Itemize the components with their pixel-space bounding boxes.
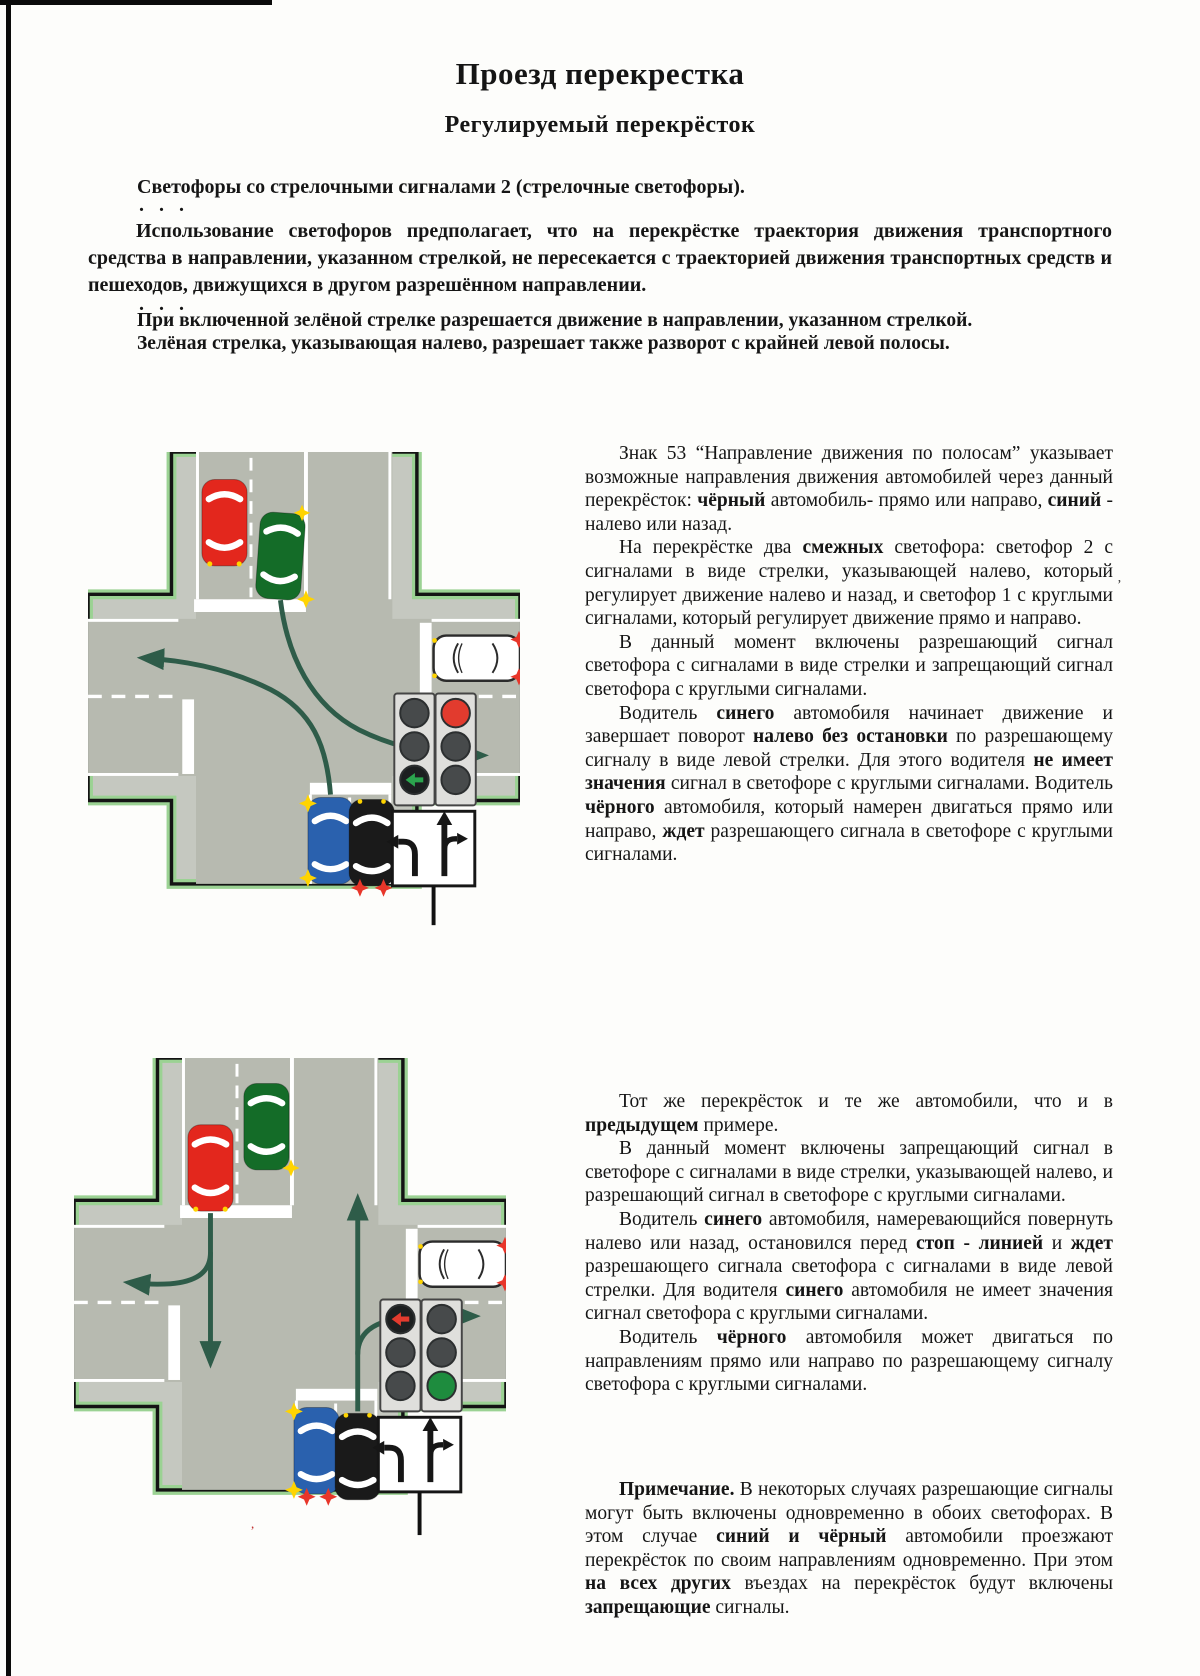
ellipsis: . . . bbox=[139, 293, 189, 315]
sign-pole bbox=[432, 886, 436, 925]
black-car-front-light bbox=[344, 1413, 349, 1418]
paragraph: Знак 53 “Направление движения по полосам” указывает возможные направления движения автомобилей через данный перекрёсток: чёрный автомобиль- прямо или направо, синий - налево или назад. bbox=[585, 443, 1114, 535]
page-title: Проезд перекрестка bbox=[455, 56, 745, 91]
section2-text-column bbox=[585, 1090, 1113, 1397]
red-car-front-light bbox=[237, 561, 242, 566]
scan-left-border bbox=[6, 0, 11, 1676]
red-car-front-light bbox=[207, 561, 212, 566]
intro-heading: Светофоры со стрелочными сигналами 2 (стрелочные светофоры). bbox=[137, 176, 745, 198]
scan-top-border bbox=[0, 0, 272, 5]
arrow-signal-section bbox=[386, 1305, 414, 1400]
intro-paragraph-1: Использование светофоров предполагает, что на перекрёстке траектория движения транспортного средства в направлении, указанном стрелкой, не пересекается с траекторией движения транспортных средств и пешеходов, движущихся в другом разрешённом направлении. bbox=[88, 220, 1112, 296]
intro-paragraph-2-line-1: При включенной зелёной стрелке разрешается движение в направлении, указанном стрелкой. bbox=[137, 310, 973, 331]
black-car-front-light bbox=[358, 799, 363, 804]
paragraph: В данный момент включены запрещающий сигнал в светофоре с сигналами в виде стрелки, указывающей налево, и разрешающий сигнал в светофоре с круглыми сигналами. bbox=[585, 1138, 1113, 1207]
green-car bbox=[244, 1084, 289, 1170]
blue-car bbox=[308, 798, 353, 884]
red-lamp-on bbox=[441, 699, 469, 727]
white-car-front-light bbox=[418, 1279, 423, 1284]
intersection-scene-2 bbox=[74, 1058, 506, 1539]
red-car bbox=[188, 1125, 233, 1211]
note-block bbox=[585, 1478, 1113, 1620]
red-car-front-light bbox=[223, 1207, 228, 1212]
lane-direction-sign bbox=[386, 811, 474, 925]
round-signal-section bbox=[427, 1305, 455, 1400]
arrow-signal-section bbox=[400, 699, 428, 794]
scan-artifact: ’ bbox=[1117, 578, 1122, 593]
black-car-front-light bbox=[367, 1413, 372, 1418]
section1-text-column bbox=[585, 442, 1113, 867]
ellipsis: . . . bbox=[139, 194, 189, 216]
blue-car bbox=[294, 1407, 339, 1493]
lane-direction-sign bbox=[372, 1417, 460, 1535]
diagram-1-regulated-intersection bbox=[88, 452, 520, 933]
intersection-scene-1 bbox=[88, 452, 520, 933]
sign-pole bbox=[418, 1492, 422, 1535]
traffic-light bbox=[394, 693, 475, 805]
white-car-front-light bbox=[432, 673, 437, 678]
black-car bbox=[349, 799, 394, 885]
page-subtitle: Регулируемый перекрёсток bbox=[444, 112, 756, 138]
paragraph: Водитель чёрного автомобиля может двигаться по направлениям прямо или направо по разрешающему сигналу светофора с круглыми сигналами. bbox=[585, 1326, 1113, 1396]
white-car bbox=[434, 636, 520, 681]
white-car-front-light bbox=[418, 1244, 423, 1249]
red-car-front-light bbox=[193, 1207, 198, 1212]
black-car-front-light bbox=[381, 799, 386, 804]
paragraph: Водитель синего автомобиля начинает движение и завершает поворот налево без остановки по разрешающему сигналу в виде левой стрелки. Для этого водителя не имеет значения сигнал в светофоре с круглыми сигналами. Водитель чёрного автомобиля, который намерен двигаться прямо или направо, ждет разрешающего сигнала в светофоре с круглыми сигналами. bbox=[585, 702, 1113, 866]
paragraph: Водитель синего автомобиля, намеревающийся повернуть налево или назад, остановился перед стоп - линией и ждет разрешающего сигнала светофора с сигналами в виде левой стрелки. Для водителя синего автомобиля не имеет значения сигнал светофора с круглыми сигналами. bbox=[585, 1208, 1113, 1325]
scan-artifact: , bbox=[251, 1516, 255, 1531]
green-lamp-on bbox=[427, 1372, 455, 1400]
diagram-2-regulated-intersection bbox=[74, 1058, 506, 1539]
paragraph: Тот же перекрёсток и те же автомобили, что и в предыдущем примере. bbox=[585, 1091, 1113, 1136]
green-car bbox=[255, 511, 306, 600]
white-car bbox=[420, 1242, 506, 1287]
round-signal-section bbox=[441, 699, 469, 794]
paragraph: На перекрёстке два смежных светофора: светофор 2 с сигналами в виде стрелки, указывающей налево, который регулирует движение налево и назад, и светофор 1 с круглыми сигналами, который регулирует движение прямо и направо. bbox=[585, 537, 1113, 630]
black-car bbox=[335, 1413, 380, 1499]
white-car-front-light bbox=[432, 638, 437, 643]
red-car bbox=[202, 479, 247, 565]
note-paragraph: Примечание. В некоторых случаях разрешающие сигналы могут быть включены одновременно в обоих светофорах. В этом случае синий и чёрный автомобили проезжают перекрёсток по своим направлениям одновременно. При этом на всех других въездах на перекрёсток будут включены запрещающие сигналы. bbox=[585, 1479, 1114, 1618]
intro-paragraph-2-line-2: Зелёная стрелка, указывающая налево, разрешает также разворот с крайней левой полосы. bbox=[137, 333, 950, 354]
paragraph: В данный момент включены разрешающий сигнал светофора с сигналами в виде стрелки и запрещающий сигнал светофора с круглыми сигналами. bbox=[585, 631, 1113, 700]
traffic-light bbox=[380, 1299, 461, 1411]
